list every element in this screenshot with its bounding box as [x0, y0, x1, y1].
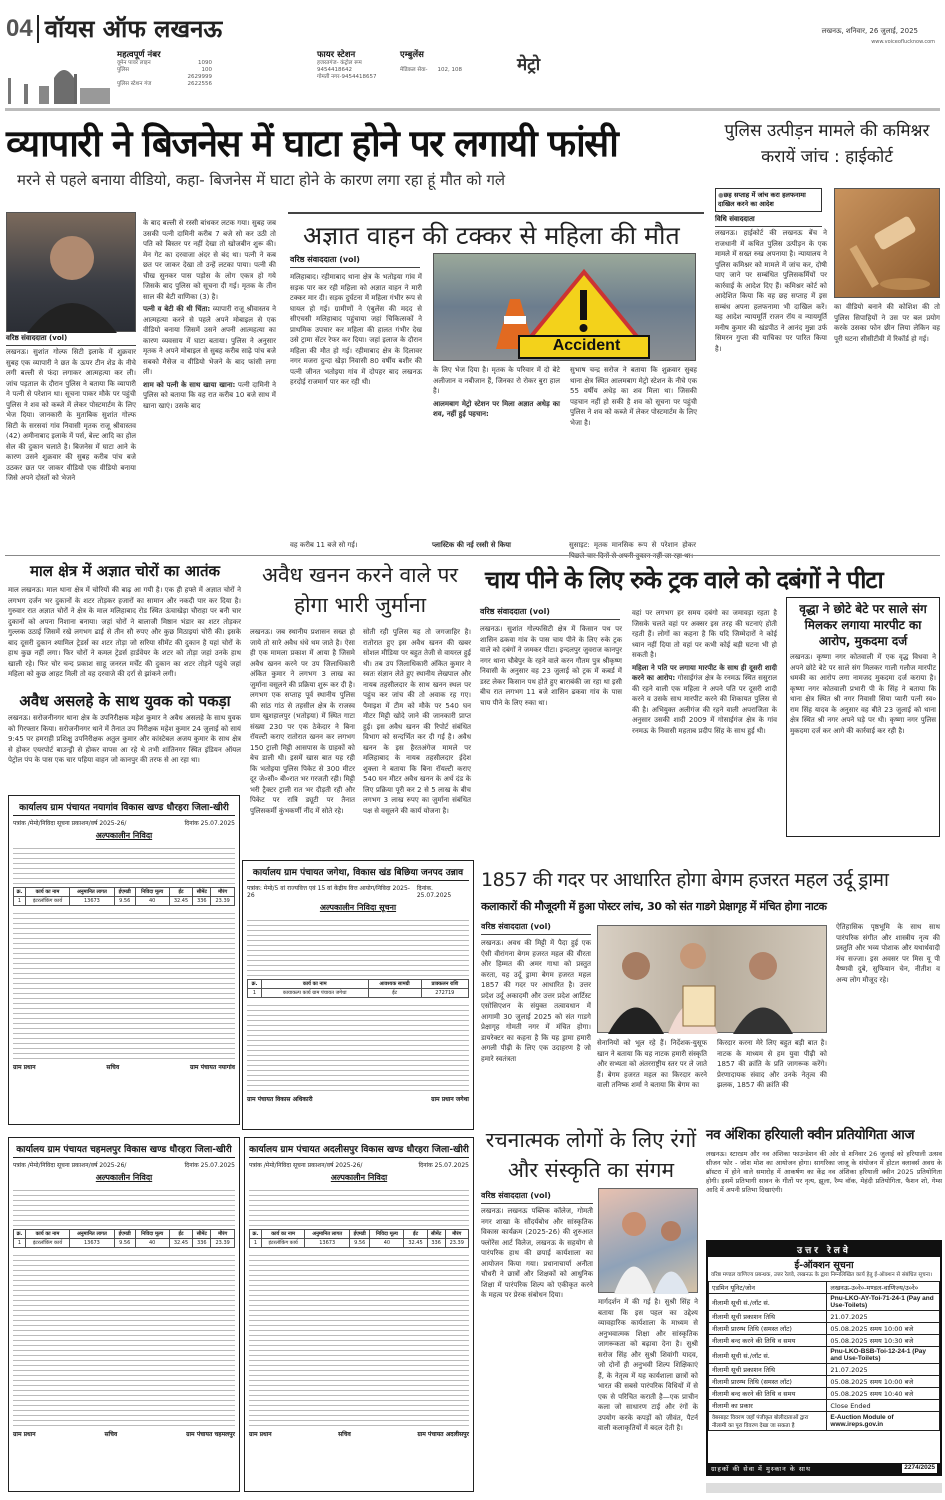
notice-signature: सचिव [338, 1431, 351, 1438]
notice-signature: सचिव [104, 1431, 118, 1438]
notice-signature: ग्राम प्रधान जगेथा [431, 1096, 469, 1103]
person-icon [7, 213, 137, 333]
table-header: क्र. [250, 1230, 262, 1239]
elderly-box [786, 597, 940, 837]
table-row [709, 1376, 940, 1388]
fire-station-title: फायर स्टेशन [317, 50, 356, 60]
table-cell: 40 [135, 1239, 169, 1248]
table-cell: 32.45 [404, 1239, 427, 1248]
drama-body-1: लखनऊ। अवध की मिट्टी में पैदा हुई एक ऐसी वीरांगना बेगम हजरत महल की वीरता और हिम्मत की अमर गाथा को प्रस्तुत करता, यह उर्दू ड्रामा बेगम हजरत महल 1857 की गदर पर आधारित है। उत्तर प्रदेश उर्दू अकादमी और उत्तर प्रदेश आर्टिस्ट एसोसिएशन के संयुक्त तत्वावधान में आगामी 30 जुलाई 2025 को संत गाडगे प्रेक्षागृह गोमती नगर में मंचित होगा। डायरेक्टर का कहना है कि यह ड्रामा हमारी अगली पीढ़ी के लिए एक उदाहरण है जो हमारे स्वतंत्रता [481, 939, 591, 1063]
notice-office: कार्यालय ग्राम पंचायत अदलीसपुर विकास खण्ड धौरहरा जिला-खीरी [249, 1142, 469, 1158]
table-header: अनुमानित लागत [69, 888, 114, 897]
notice-terms [249, 1251, 469, 1426]
table-cell: E-Auction Module of www.ireps.gov.in [827, 1412, 940, 1431]
ambulance-label: मेडिकल सेवा- [400, 67, 428, 73]
railway-table [708, 1281, 940, 1431]
drama-column-2 [597, 1038, 707, 1118]
color-headline: रचनात्मक लोगों के लिए रंगों और संस्कृति का संगम [485, 1128, 697, 1182]
color-body-1: लखनऊ। लखनऊ पब्लिक कॉलेज, गोमती नगर शाखा के सौंदर्यबोध और सांस्कृतिक विकास कार्यक्रम (2025-26) की शुरुआत फ्लोरेंस आर्ट विलेज, लखनऊ के सहयोग से पारंपरिक हाथ की छपाई कार्यशाला का आयोजन किया गया। प्रधानाचार्या अनीता चौधरी ने छात्रों और शिक्षकों को आधुनिक शिक्षा में पारंपरिक शिल्प को एकीकृत करने के महत्व पर प्रेरक संबोधन दिया। [481, 1207, 593, 1299]
notice-title: अल्पकालीन निविदा सूचना [319, 903, 397, 912]
tender-notice-nayagaon [8, 795, 240, 1125]
notice-table [13, 1229, 235, 1248]
drama-byline [481, 921, 591, 935]
table-header: सीमेंट [427, 1230, 445, 1239]
notice-title: अल्पकालीन निविदा [95, 1173, 153, 1182]
notice-title: अल्पकालीन निविदा [95, 831, 153, 840]
table-cell: नीलामी सूची सं./लॉट सं. [709, 1347, 827, 1364]
number-label: वूमेन पावर लाइन [117, 60, 151, 66]
truck-byline [480, 606, 620, 620]
table-cell: 23.39 [211, 1239, 235, 1248]
table-cell: 1 [250, 1239, 262, 1248]
accident-footer-1: वह करीब 11 बजे सो गई। [290, 541, 358, 549]
accident-footer-3: सुसाइट: मृतक मानसिक रूप से परेशान होकर [569, 541, 696, 549]
table-header: अनुमानित लागत [69, 1230, 114, 1239]
number-label: पुलिस [117, 67, 129, 73]
table-cell: 05.08.2025 समय 10:40 बजे [827, 1388, 940, 1400]
table-header: ईंट [169, 888, 193, 897]
table-row [709, 1294, 940, 1311]
table-header: कार्य का नाम [25, 1230, 69, 1239]
accident-column-3 [570, 365, 697, 540]
table-header: ईएमडी [114, 888, 135, 897]
table-cell: 40 [370, 1239, 404, 1248]
website-link[interactable]: www.voiceoflucknow.com [871, 39, 935, 45]
table-header: ईंट [169, 1230, 193, 1239]
highcourt-byline: विधि संवाददाता [715, 215, 822, 227]
accident-photo [433, 253, 696, 361]
notice-terms [13, 1251, 235, 1426]
accident-body-3: सुभाष चन्द्र सरोज ने बताया कि शुक्रवार सुबह थाना क्षेत्र स्थित आलमबाग मेट्रो स्टेशन के नीचे एक 55 वर्षीय अधेड़ का शव मिला था। जिसकी पहचान नहीं हो सकी है शव को सूचना पर पहुंची पुलिस ने शव को कब्जे में लेकर पोस्टमार्टम के लिए भेजा है। [570, 366, 697, 427]
notice-office: कार्यालय ग्राम पंचायत चहमलपुर विकास खण्ड धौरहरा जिला-खीरी [13, 1142, 235, 1158]
table-row [709, 1311, 940, 1323]
table-header: क्र. [14, 888, 26, 897]
accident-footer-2: प्लास्टिक की नई रस्सी से किया [432, 541, 511, 549]
notice-signature: ग्राम पंचायत विकास अधिकारी [247, 1096, 313, 1103]
table-header: निविदा मूल्य [370, 1230, 404, 1239]
students-icon [599, 1189, 699, 1294]
table-header: अनुमानित लागत [305, 1230, 349, 1239]
mining-headline: अवैध खनन करने वाले पर होगा भारी जुर्माना [261, 563, 459, 617]
table-cell: नीलामी सूची प्रकाशन तिथि [709, 1311, 827, 1323]
table-header: क्र. [248, 980, 262, 989]
table-cell: 32.45 [169, 897, 193, 906]
table-cell: 336 [427, 1239, 445, 1248]
table-cell: वेबसाइट विवरण जहाँ पंजीकृत बोलीदाताओं द्वारा नीलामी का पूरा विवरण देखा जा सकता है [709, 1412, 827, 1431]
table-header: आवश्यक सामग्री [368, 980, 421, 989]
table-row [248, 989, 469, 998]
lead-body-2: के बाद बल्ली से रस्सी बांधकर लटक गया। सुबह जब उसकी पत्नी दामिनी करीब 7 बजे सो कर उठी तो पति को बिस्तर पर नहीं देखा तो खोजबीन शुरू की। मेन गेट का दरवाजा अंदर से बंद था। पत्नी ने कब छत पर जाकर देखा तो उन्हें लटका पाया। पत्नी की चीख सुनकर पास पड़ोस के लोग एकत्र हो गये जिसके बाद पुलिस को सूचना दी गई। मृतक के तीन साल की बेटी वाणिका (3) है। [143, 219, 276, 301]
drama-body-4: ऐतिहासिक पृष्ठभूमि के साथ साथ पारंपरिक संगीत और शास्त्रीय नृत्य की प्रस्तुति और भव्य पोशाक और यथार्थवादी मंच सज्जा। इस अवसर पर मिस यू पी वैष्णवी दुबे, सुफियान चेन, नीतीश व अन्य लोग मौजूद रहे। [836, 923, 940, 984]
gavel-photo [834, 188, 940, 298]
date-line: लखनऊ, शनिवार, 26 जुलाई, 2025 [821, 27, 918, 35]
color-column-2 [598, 1297, 698, 1492]
notice-body [13, 1186, 235, 1226]
railway-eauction-notice [706, 1240, 942, 1476]
railway-footer [708, 1463, 940, 1474]
table-cell: 336 [193, 1239, 211, 1248]
accident-sign-label: Accident [552, 337, 621, 354]
mining-body-2: सोती रही पुलिस यह तो जगजाहिर है। रातोरात हुए इस अवैध खनन की खबर सोशल मीडिया पर बहुत तेजी से वायरल हुई थी। तब उप जिलाधिकारी अंकित कुमार ने स्वतः संज्ञान लेते हुए स्थानीय लेखपाल और नायब तहसीलदार के साथ खनन स्थल पर पहुंच कर जांच की तो अवाक रह गए। पैमाइश में टीम को मौके पर 540 घन मीटर मिट्टी खोदे जाने की जानकारी प्राप्त हुई। इस अवैध खनन की रिपोर्ट संबंधित विभाग को सन्दर्भित कर दी गई है। अवैध खनन के इस हैरतअंगेज मामले पर मलिहाबाद के नायब तहसीलदार ईदेश शुक्ला ने बताया कि बिना रॉयल्टी कराए 540 घन मीटर अवैध खनन के अर्थ दंड के लिए प्रक्रिया पूरी कर 2 से 5 लाख के बीच लगभग 3 लाख रुपए का जुर्माना संबंधित पक्ष से वसूलने की कार्य योजना है। [363, 628, 471, 815]
table-cell: 9.56 [349, 1239, 370, 1248]
table-row [709, 1282, 940, 1294]
accident-headline: अज्ञात वाहन की टक्कर से महिला की मौत [303, 221, 680, 250]
fire-station-row: गोमती नगर-9454418657 [317, 74, 377, 80]
table-cell: नीलामी प्रारम्भ तिथि (समस्त लॉट) [709, 1376, 827, 1388]
bottom-rule [706, 1483, 942, 1493]
notice-signature: ग्राम प्रधान [13, 1064, 36, 1071]
bullet-icon: ● [718, 191, 724, 199]
notice-signature: सचिव [106, 1064, 120, 1071]
truck-body-2b: गोसाईगंज क्षेत्र के रनमऊ स्थित ससुराल की रहने वाली एक महिला ने अपने पति पर दूसरी शादी करने व उसके साथ मारपीट करने की शिकायत पुलिस से की है। अभियुक्त अलीगंज की रहने वाली अपराजिता के अनुसार उसकी शादी 2009 में गोसाईगंज क्षेत्र के गांव रनमऊ के निवासी महताब प्रदीप सिंह के साथ हुई थी। [632, 674, 777, 735]
mining-body-1: लखनऊ। जब स्थानीय प्रशासन सख्त हो जाये तो सारे अवैध धंधे थम जाते है। ऐसा ही एक मामला प्रकाश में आया है जिसमे अवैध खनन करने पर उप जिलाधिकारी अंकित कुमार ने लगभग 3 लाख का जुर्माना वसूलने की प्रक्रिया शुरू कर दी है। लगभग एक सप्ताह पूर्व स्थानीय पुलिस की सांठ गांठ से तहसील क्षेत्र के राजस्व ग्राम खुशहालपुर (भतोइया) में स्थित गाटा संख्या 230 पर एक ठेकेदार ने बिना रॉयल्टी कराए रातोरात खनन कर लगभग 150 ट्राली मिट्टी आसपास के ग्राहकों को बेच डाली थी। इसमें खास बात यह रही कि भतोइया पुलिस पिकेट से 300 मीटर दूर जे०सी० बी०रात भर गरजती रही। मिट्टी भरी ट्रैक्टर ट्राली रात भर दौड़ती रही और पिकेट पर रात्रि ड्यूटी पर तैनात पुलिसकर्मी कुंभकर्णी नींद में सोते रहे। [250, 628, 355, 815]
table-cell: 05.08.2025 समय 10:00 बजे [827, 1376, 940, 1388]
notice-signature: ग्राम पंचायत चहमलपुर [186, 1431, 235, 1438]
table-header: ईएमडी [349, 1230, 370, 1239]
table-header: मौरंग [211, 888, 235, 897]
mall-body-text: माल लखनऊ। माल थाना क्षेत्र में चोरियों की बाढ़ आ गयी है। एक ही हफ्ते में अज्ञात चोरों ने लगभग दर्जन भर दुकानों के शटर तोड़कर हजारों का सामान और नकदी पार कर दिया है। गुरुवार रात अज्ञात चोरों ने क्षेत्र के माल मलिहाबाद रोड स्थित ऊंचाखेड़ा चौराहा पर बनी चार दुकानों को अपना निशाना बनाया। जहां चोरों ने बालाजी मिष्ठान भंडार का शटर तोड़कर गुल्लक उठाई जिसमें रखे लगभग ढाई से तीन सौ रुपए और कुछ मिठाइयां चोरी की। इसके बाद दूसरी दुकान श्यामिल ट्रेडर्स का शटर तोड़ा जो सरिया सीमेंट की दुकान है यहां चोरों के हाथ कुछ नहीं लगा। फिर चोरों ने कमल ट्रेडर्स हार्डवेयर के शटर को तोड़ा जहां उनके हाथ खाली रहे। फिर चोर चन्द प्रकाश साहू जनरल मर्चेंट की दुकान का शटर तोड़ने पहुंचे जहां महिला को कुछ आहट मिली तो वह दरवाजे की दर्रा से झांकने लगी। [8, 586, 241, 678]
railway-code: 2274/2025 [904, 1464, 935, 1471]
notice-office: कार्यालय ग्राम पंचायत जगेथा, विकास खंड बिछिया जनपद उन्नाव [247, 865, 469, 881]
table-cell: 336 [193, 897, 211, 906]
mining-column-1 [250, 627, 355, 852]
lead-subhead-2-text: पत्नी दामिनी ने पुलिस को बताया कि वह रात करीब 10 बजे साथ में खाना खाएं। उसके बाद [143, 380, 276, 410]
number-label: पुलिस स्टेशन गंज [117, 81, 152, 87]
number-value: 2629999 [187, 74, 212, 80]
notice-terms [247, 1001, 469, 1091]
number-value: 100 [201, 67, 212, 73]
table-cell: 05.08.2025 समय 10:00 बजे [827, 1323, 940, 1335]
tender-notice-adlispur [244, 1137, 474, 1492]
table-row [709, 1388, 940, 1400]
number-value: 2622556 [187, 81, 212, 87]
table-cell: नीलामी सूची सं./लॉट सं. [709, 1294, 827, 1311]
lead-byline: वरिष्ठ संवाददाता (vol) [6, 334, 136, 346]
table-cell: एडमिन यूनिट/जोन [709, 1282, 827, 1294]
table-cell: इंटरलॉकिंग कार्य [261, 1239, 305, 1248]
table-row [709, 1412, 940, 1431]
notice-date: दिनांक 25.07.2025 [184, 820, 235, 827]
table-row [250, 1239, 469, 1248]
notice-office: कार्यालय ग्राम पंचायत नयागांव विकास खण्ड धौरहरा जिला-खीरी [13, 800, 235, 816]
table-cell: 9.56 [114, 897, 135, 906]
table-cell: Close Ended [827, 1400, 940, 1412]
table-row [709, 1364, 940, 1376]
highcourt-headline: पुलिस उत्पीड़न मामले की कमिश्नर करायें जांच : हाईकोर्ट [724, 121, 930, 167]
workshop-photo [598, 1188, 698, 1293]
accident-body-1: मलिहाबाद। रहीमाबाद थाना क्षेत्र के भतोइया गांव में सड़क पार कर रही महिला को अज्ञात वाहन ने मारी टक्कर मार दी। सड़क दुर्घटना में महिला गंभीर रूप से घायल हो गई। ग्रामीणों ने एंबुलेंस की मदद से सीएचसी मलिहाबाद पहुंचाया जहां चिकित्सकों ने प्राथमिक उपचार कर महिला की हालत गंभीर देख उसे ट्रामा सेंटर रेफर कर दिया। जहां इलाज के दौरान महिला की मौत हो गई। रहीमाबाद क्षेत्र के दिलावर नगर मजरा दुन्दा खेड़ा निवासी 80 वर्षीय बशीर की पत्नी जीनत भतोइया गांव में दोपहर बाद लखनऊ हरदोई राजमार्ग पार कर रही थी। [290, 273, 422, 386]
highcourt-highlight-text: छह सप्ताह में जांच करा हलफनामा दाखिल करने का आदेश [718, 191, 806, 208]
truck-column-2 [632, 608, 777, 852]
table-header: मौरंग [445, 1230, 468, 1239]
notice-title: अल्पकालीन निविदा [330, 1173, 388, 1182]
color-body-2: मार्गदर्शन में की गई है। सुश्री सिंह ने बताया कि इस पहल का उद्देश्य व्यावहारिक कार्यशाला के माध्यम से अनुभवात्मक शिक्षा और सांस्कृतिक जागरूकता को बढ़ावा देना है। सुश्री सरोज सिंह और सुश्री शिवांगी यादव, जो दोनों ही अनुभवी शिल्प शिक्षिकाएं हैं, के नेतृत्व में यह कार्यशाला छात्रों को भारत की सबसे पारंपरिक विधियों में से एक से परिचित कराती है—एक प्राचीन कला जो साधारण टाई और रंगों के उपयोग करके कपड़ों को जीवंत, पैटर्न वाली कलाकृतियों में बदल देती है। [598, 1298, 698, 1432]
table-cell: लखनऊ-उ०रे०-मण्डल-वाणिज्य/उ०रे० [827, 1282, 940, 1294]
notice-body [247, 916, 469, 976]
drama-body-3: किरदार करना मेरे लिए बहुत बड़ी बात है। नाटक के माध्यम से हम युवा पीढ़ी को 1857 की क्रांति के प्रति जागरूक करेंगे। प्रेरणादायक संवाद और उनके नेतृत्व की झलक, 1857 की क्रांति की [717, 1039, 827, 1089]
highcourt-body-1: लखनऊ। हाईकोर्ट की लखनऊ बेंच ने राजधानी में कथित पुलिस उत्पीड़न के एक मामले में सख्त रुख अपनाया है। न्यायालय ने पुलिस कमिश्नर को मामले में जांच कर, दोषी पाए जाने पर सम्बंधित पुलिसकर्मियों पर कार्रवाई के आदेश दिए हैं। कमिश्नर कोर्ट को आदेशित किया कि वह छह सप्ताह में इस सम्बंध अपना हलफनामा भी दाखिल करें। यह आदेश न्यायमूर्ति राजन रॉय व न्यायमूर्ति मनीष कुमार की खंडपीठ ने आनंद मुन्ना उर्फ सिमरन गुप्ता की याचिका पर पारित किया है। [715, 229, 827, 353]
page-number: 04 [6, 15, 39, 43]
mining-column-2 [363, 627, 471, 852]
lead-subhead-2: शाम को पत्नी के साथ खाया खाना: [143, 380, 236, 389]
drama-subheadline: कलाकारों की मौजूदगी में हुआ पोस्टर लांच, 30 को संत गाडगे प्रेक्षागृह में मंचित होगा नाटक [481, 900, 827, 913]
paper-name: वॉयस ऑफ लखनऊ [44, 15, 223, 43]
notice-signature: ग्राम प्रधान [13, 1431, 36, 1438]
mall-headline: माल क्षेत्र में अज्ञात चोरों का आतंक [29, 562, 221, 580]
table-row [14, 897, 235, 906]
ambulance [400, 49, 490, 74]
table-cell: नीलामी बन्द करने की तिथि व समय [709, 1335, 827, 1347]
accident-column-1 [290, 272, 422, 540]
table-header: क्र. [14, 1230, 26, 1239]
accident-box [288, 212, 704, 214]
elderly-body-text: लखनऊ। कृष्णा नगर कोतवाली में एक वृद्ध विधवा ने अपने छोटे बेटे पर साले संग मिलकर गाली गलौज मारपीट धमकी का आरोप लगा नामजद मुकदमा दर्ज कराया है। कृष्णा नगर कोतवाली प्रभारी पी के सिंह ने बताया कि थाना क्षेत्र स्थित श्री नगर निवासी सिया प्यारी पत्नी स्व० राम सिंह यादव के अनुसार वह बीते 23 जुलाई को थाना क्षेत्र स्थित श्री नगर अपने घड़े पर थी। कृष्णा नगर पुलिस मुकदमा दर्ज कर आगे की कार्रवाई कर रही है। [790, 653, 936, 735]
notice-date: दिनांक. 25.07.2025 [416, 885, 452, 899]
color-byline [481, 1190, 593, 1204]
lead-column-1 [6, 347, 136, 552]
masthead [0, 0, 945, 108]
truck-column-1 [480, 624, 622, 852]
table-row [709, 1335, 940, 1347]
accident-subhead: आलमबाग मेट्रो स्टेशन पर मिला अज्ञात अधेड़ का शव, नहीं हुई पहचान: [433, 399, 560, 418]
highcourt-column-1 [715, 228, 827, 553]
highcourt-highlight [715, 188, 822, 212]
elderly-headline: वृद्धा ने छोटे बेटे पर साले संग मिलकर लगाया मारपीट का आरोप, मुकदमा दर्ज [799, 602, 927, 648]
arms-body [8, 713, 241, 783]
table-header: निविदा मूल्य [135, 888, 169, 897]
drama-column-3 [717, 1038, 827, 1118]
table-header: निविदा मूल्य [135, 1230, 169, 1239]
drama-headline: 1857 की गदर पर आधारित होगा बेगम हजरत महल उर्दू ड्रामा [481, 869, 889, 891]
gavel-icon [835, 189, 941, 299]
table-cell: 32.45 [169, 1239, 193, 1248]
truck-headline: चाय पीने के लिए रुके ट्रक वाले को दबंगों ने पीटा [485, 566, 883, 594]
important-numbers-title: महत्वपूर्ण नंबर [117, 50, 161, 60]
lead-subhead-1: पत्नी व बेटी की थी चिंता: [143, 305, 211, 313]
table-header: सीमेंट [193, 1230, 211, 1239]
table-cell: इंटरलॉकिंग कार्य [25, 897, 69, 906]
table-header: प्राक्कलन राशि [421, 980, 468, 989]
notice-table [13, 887, 235, 906]
important-numbers [117, 49, 212, 88]
truck-body-2: वहां पर लगभग हर समय दबंगो का जमावड़ा रहता है जिसके चलते वहां पर अक्सर इस तरह की घटनाएं होती रहती हैं। लोगों का कहना है कि यदि जिम्मेदारों ने कोई ध्यान नहीं दिया तो वहां पर कभी कोई बड़ी घटना भी हो सकती है। [632, 609, 777, 659]
truck-byline-text: वरिष्ठ संवाददाता (vol) [480, 607, 550, 616]
table-cell: नीलामी प्रारम्भ तिथि (समस्त लॉट) [709, 1323, 827, 1335]
lead-body-1: लखनऊ। सुशांत गोल्फ सिटी इलाके में शुक्रवार सुबह एक व्यापारी ने छत के ऊपर टीन शेड के नीचे लगी बल्ली से फंदा लगाकर आत्महत्या कर ली। जांच पड़ताल के दौरान पुलिस ने बताया कि व्यापारी ने पत्नी से परेशान था। सूचना पाकर मौके पर पहुंची पुलिस ने शव को कब्जे में लेकर पोस्टमार्टम के लिए भेज दिया। जानकारी के मुताबिक सुशांत गोल्फ सिटी के सरसवां गांव निवासी मृतक राजू श्रीवास्तव (42) अमीनाबाद इलाके में पर्स, बेल्ट आदि का होल सेल की दुकान चलाते है। बिजनेस में घाटा आने के कारण उसने शुक्रवार की सुबह करीब पांच बजे उठकर छत पर जाकर वीडियो एक वीडियो बनाया जिसे अपने दोस्तों को भेजने [6, 348, 136, 482]
notice-table [247, 979, 469, 998]
railway-footer-text: ग्राहकों की सेवा में मुस्कान के साथ [711, 1465, 812, 1473]
table-header: कार्य का नाम [261, 980, 368, 989]
drama-byline-text: वरिष्ठ संवाददाता (vol) [481, 922, 551, 931]
notice-ref: पत्रांक /मेमो/निविदा सूचना प्रकाशन/वर्ष 2025-26/ [13, 820, 127, 827]
ambulance-value: 102, 108 [437, 67, 463, 73]
lead-headline: व्यापारी ने बिजनेस में घाटा होने पर लगायी फांसी [6, 122, 618, 165]
table-row [14, 1239, 235, 1248]
notice-date: दिनांक 25.07.2025 [184, 1162, 235, 1169]
railway-intro: वरिष्ठ मण्डल वाणिज्य प्रबन्धक, उत्तर रेलवे, लखनऊ के द्वारा निम्नलिखित कार्य हेतु ई-ऑक्शन से संबंधित सूचना। [711, 1272, 933, 1278]
railway-org: उत्तर रेलवे [708, 1242, 940, 1257]
queen-body [706, 1150, 942, 1235]
table-header: सीमेंट [193, 888, 211, 897]
truck-body-1: लखनऊ। सुशांत गोल्फसिटी क्षेत्र में किसान पथ पर शासिन ढकवा गांव के पास चाय पीने के लिए रुके ट्रक वाले को दबंगों ने जमकर पीटा। इन्दलपुर जुवराज कानपुर नगर थाना चौबेपुर के रहने वाले करन गौतम पुत्र श्रीकृष्ण निवासी के अनुसार वह 23 जुलाई को ट्रक में कबर्ड में डस्ट लेकर किसान पथ होते हुए बाराबंकी जा रहा था इसी बीच रात लगभग 11 बजे शासिन ढकवा गांव के पास चाय पीने के लिए रुका था। [480, 625, 622, 707]
table-cell: 23.39 [445, 1239, 468, 1248]
notice-table [249, 1229, 469, 1248]
masthead-rule [5, 108, 940, 111]
notice-ref: पत्रांक: मेमो/5 वां राज्यवित्त एवं 15 वां केंद्रीय वित्त आयोग/निविदा 2025-26 [247, 885, 410, 899]
tender-notice-jagetha [242, 860, 474, 1130]
highcourt-column-2 [834, 302, 940, 552]
table-cell: नीलामी सूची प्रकाशन तिथि [709, 1364, 827, 1376]
notice-date: दिनांक 25.07.2025 [418, 1162, 469, 1169]
section-rule [5, 555, 940, 556]
color-byline-text: वरिष्ठ संवाददाता (vol) [481, 1191, 551, 1200]
lead-subhead-1-text: व्यापारी राजू श्रीवास्तव ने आत्महत्या करने से पहले अपने मोबाइल से एक वीडियो बनाया जिसमें उसने अपनी आत्महत्या का कारण व्यवसाय में घाटा बताया। पुलिस ने अनुसार मृतक ने अपने मोबाइल से सुबह करीब साढ़े पांच बजे सबको मैसेज व वीडियो भेजने के बाद फांसी लगा ली। [143, 305, 277, 376]
elderly-body [790, 652, 936, 817]
lead-photo [6, 212, 136, 332]
number-value: 1090 [198, 60, 212, 66]
drama-column-4 [836, 922, 940, 1118]
table-row [709, 1347, 940, 1364]
table-header: ईएमडी [114, 1230, 135, 1239]
notice-terms [13, 909, 235, 1059]
table-cell: ईंट [368, 989, 421, 998]
table-cell: 21.07.2025 [827, 1364, 940, 1376]
table-cell: Pnu-LKO-AY-Toi-71-24-1 (Pay and Use-Toilets) [827, 1294, 940, 1311]
accident-byline-text: वरिष्ठ संवाददाता (vol) [290, 255, 360, 264]
notice-body [249, 1186, 469, 1226]
table-header: ईंट [404, 1230, 427, 1239]
section-label: मेट्रो [517, 55, 541, 75]
table-row [709, 1400, 940, 1412]
table-cell: 1 [14, 1239, 26, 1248]
accident-byline [290, 254, 420, 268]
people-icon [598, 926, 828, 1034]
table-cell: इंटरलॉकिंग कार्य [25, 1239, 69, 1248]
table-cell: 23.39 [211, 897, 235, 906]
table-cell: 9.56 [114, 1239, 135, 1248]
notice-signature: ग्राम प्रधान [249, 1431, 272, 1438]
notice-signature: ग्राम पंचायत नयागांव [189, 1064, 235, 1071]
skyline-illustration [4, 48, 114, 104]
table-cell: 21.07.2025 [827, 1311, 940, 1323]
table-header: मौरंग [211, 1230, 235, 1239]
table-row [709, 1323, 940, 1335]
table-header: कार्य का नाम [25, 888, 69, 897]
table-cell: 272719 [421, 989, 468, 998]
table-cell: 1 [14, 897, 26, 906]
drama-body-2: सेनानियों को भूल रहे हैं। निर्देशक-युसूफ खान ने बताया कि यह नाटक हमारी संस्कृति और सभ्यता को अंतरराष्ट्रीय स्तर पर ले जाते हैं। बेगम हजरत महल का किरदार करने वाली तनिष्क शर्मा ने बताया कि बेगम का [597, 1039, 707, 1089]
arms-headline: अवैध असलहे के साथ युवक को पकड़ा [19, 692, 231, 710]
notice-body [13, 844, 235, 884]
table-cell: 13673 [305, 1239, 349, 1248]
accident-column-2 [433, 365, 560, 540]
highcourt-body-2: का वीडियो बनाने की कोशिश की तो पुलिस सिपाहियों ने उस पर बल प्रयोग करके उसका फोन छीन लिया लेकिन वह पूरी घटना सीसीटीवी में रिकॉर्ड हो गई। [834, 303, 940, 343]
tender-notice-chahamalpur [8, 1137, 240, 1492]
table-header: कार्य का नाम [261, 1230, 305, 1239]
mall-body [8, 585, 241, 680]
fire-station [317, 49, 402, 81]
table-cell: नीलामी का प्रकार [709, 1400, 827, 1412]
table-cell: 05.08.2025 समय 10:30 बजे [827, 1335, 940, 1347]
accident-body-2: के लिए भेज दिया है। मृतक के परिवार में दो बेटे अलीजान व नबीजान हैं, जिनका रो रोकर बुरा हाल है। [433, 366, 560, 395]
ambulance-title: एम्बुलेंस [400, 50, 424, 60]
table-cell: 1 [248, 989, 262, 998]
fire-station-row: 9454418642 [317, 67, 352, 73]
lead-column-2 [143, 218, 276, 553]
arms-body-text: लखनऊ। सरोजनीनगर थाना क्षेत्र के उपनिरीक्षक महेश कुमार ने अवैध असलहे के साथ युवक को गिरफ्तार किया। सरोजनीनगर थाने में तैनात उप निरीक्षक महेश कुमार 24 जुलाई को सायं 9:45 पर हमराही प्रशिक्षु उपनिरीक्षक अतुल कुमार और कांस्टेबल अजय कुमार के साथ क्षेत्र से होकर एयरपोर्ट बाउन्ड्री से होकर वापस आ रहे थे तभी शांतिनगर स्थित इंडियन ऑयल पेट्रोल पंप के पास एक चार पहिया वाहन जो कानपुर की तरफ से आ रहा था। [8, 714, 241, 764]
table-cell: 13673 [69, 897, 114, 906]
lead-subheadline: मरने से पहले बनाया वीडियो, कहा- बिजनेस में घाटा होने के कारण लगा रहा हूं मौत को गले [17, 171, 506, 189]
color-column-1 [481, 1206, 593, 1491]
railway-title: ई-ऑक्शन सूचना [794, 1260, 854, 1271]
table-cell: Pnu-LKO-BSB-Toi-12-24-1 (Pay and Use-Toilets) [827, 1347, 940, 1364]
masthead-title-block [6, 12, 222, 45]
truck-subhead: महिला ने पति पर लगाया मारपीट के साथ ही दूसरी शादी करने का आरोप: [632, 663, 777, 682]
fire-station-row: हजरतगंज- कंट्रोल रूम [317, 60, 362, 66]
queen-headline: नव अंशिका हरियाली क्वीन प्रतियोगिता आज [706, 1127, 915, 1143]
drama-column-1 [481, 938, 591, 1118]
drama-poster-photo [597, 925, 827, 1033]
notice-ref: पत्रांक /मेमो/निविदा सूचना प्रकाशन/वर्ष 2025-26/ [13, 1162, 127, 1169]
table-cell: 13673 [69, 1239, 114, 1248]
notice-ref: पत्रांक /मेमो/निविदा सूचना प्रकाशन/वर्ष 2025-26/ [249, 1162, 363, 1169]
table-cell: नीलामी बन्द करने की तिथि व समय [709, 1388, 827, 1400]
queen-body-text: लखनऊ। स्टारडम और नव अंशिका फाउन्डेशन की ओर से शनिवार 26 जुलाई को हरियाली उत्सव सीजन फोर - जोश मोश का आयोजन होगा। सागरिका जाजू के संयोजन में होटल क्लार्क्स अवध के ब्रॉस्टरा में होने वाले समारोह में आकर्षण का केंद्र नव अंशिका हरियाली क्वीन 2025 प्रतियोगिता होगी। इसमें प्रतिभागी सावन के गीतों पर नृत्य, झूला, रैम्प वॉक, मेहंदी प्रतियोगिता, फैशन शो, गेम्स आदि में अपनी प्रतिभा दिखाएंगी। [706, 1150, 942, 1194]
table-cell: कायाकल्प कार्य ग्राम पंचायत जगेथा [261, 989, 368, 998]
table-cell: 40 [135, 897, 169, 906]
accident-footer [290, 540, 700, 551]
notice-signature: ग्राम पंचायत अदलीसपुर [417, 1431, 469, 1438]
